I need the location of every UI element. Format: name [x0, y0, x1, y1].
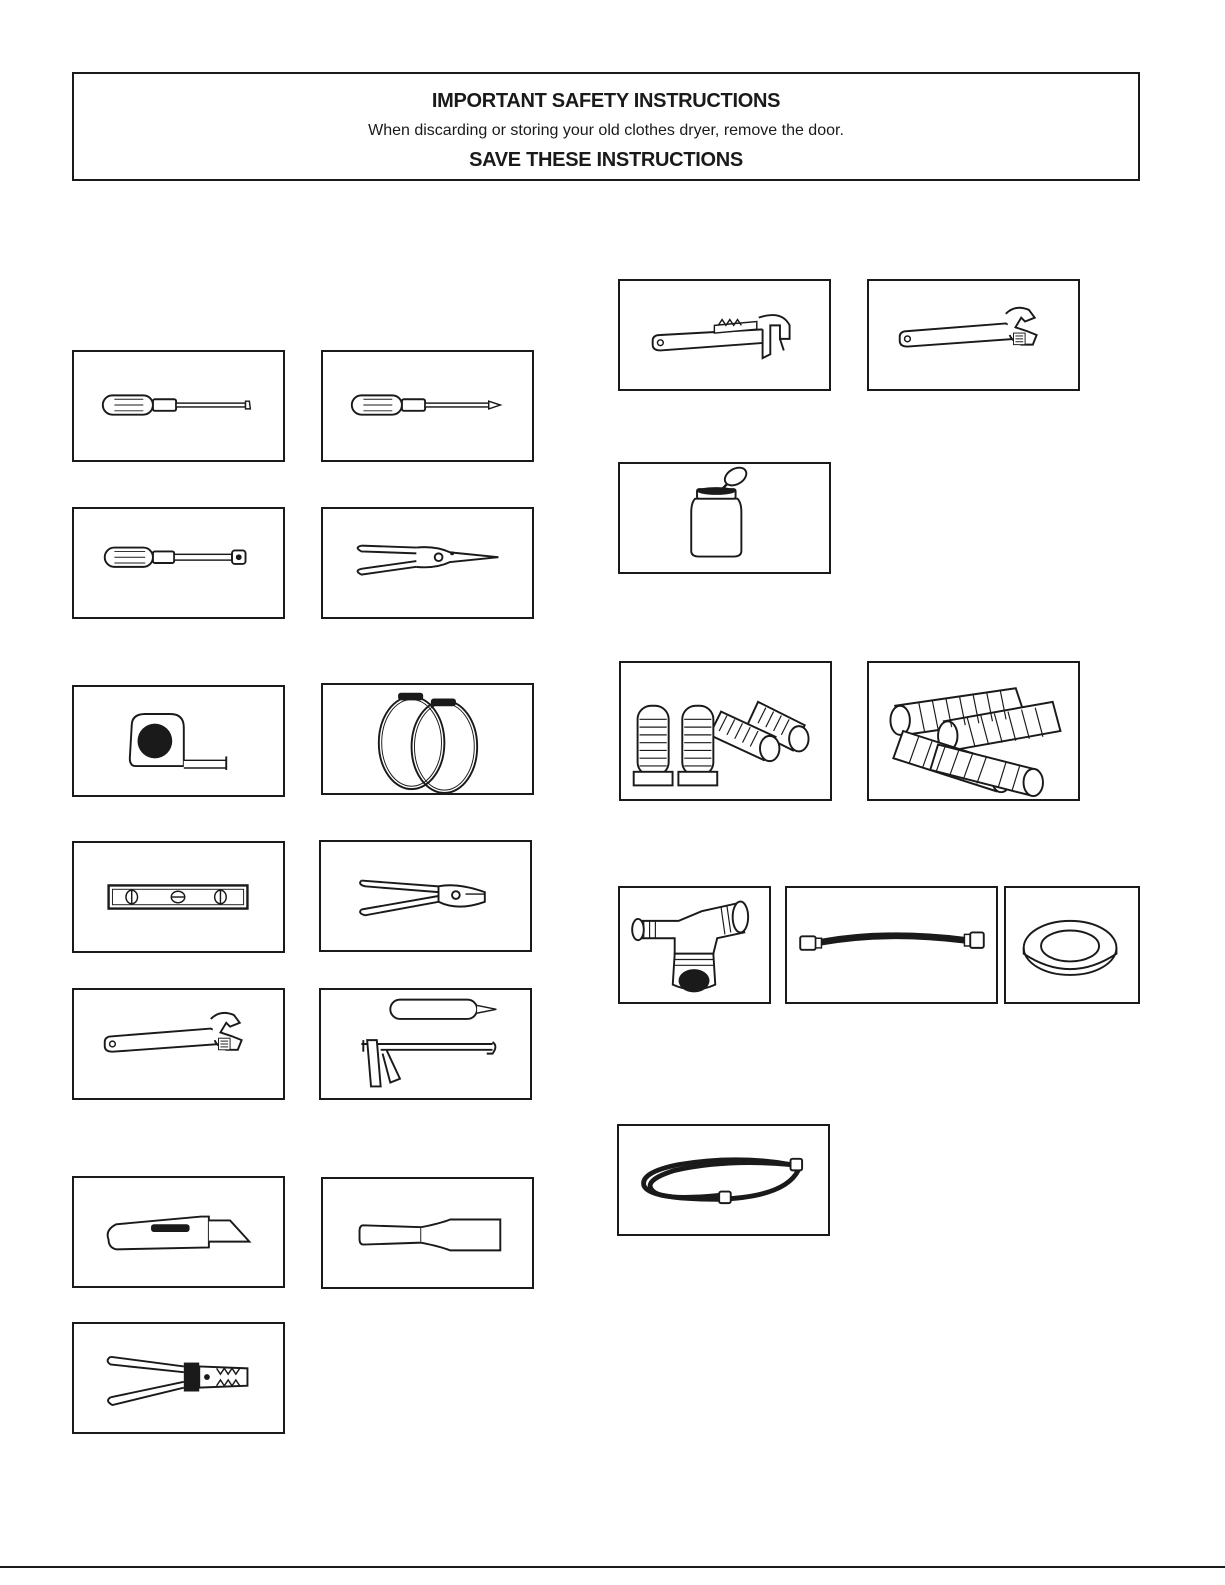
tool-box-pliers: [319, 840, 532, 952]
pliers-icon: [321, 842, 530, 950]
tool-box-putty-knife: [321, 1177, 534, 1289]
short-hose-icon: [787, 888, 996, 1002]
rubber-washer-icon: [1006, 888, 1138, 1002]
tool-box-adjustable-wrench-2: [867, 279, 1080, 391]
tool-box-phillips-screwdriver: [321, 350, 534, 462]
tin-snips-icon: [323, 509, 532, 617]
safety-title: IMPORTANT SAFETY INSTRUCTIONS: [431, 90, 781, 112]
tool-box-utility-knife: [72, 1176, 285, 1288]
tool-box-fill-hose: [617, 1124, 830, 1236]
safety-text: When discarding or storing your old clothes dryer, remove the door.: [368, 122, 844, 139]
tool-box-level: [72, 841, 285, 953]
tool-box-short-hose: [785, 886, 998, 1004]
tool-box-pipe-wrench: [618, 279, 831, 391]
save-instructions-text: SAVE THESE INSTRUCTIONS: [469, 149, 743, 171]
tool-box-pipe-joint-compound: [618, 462, 831, 574]
tool-box-flexible-vent-ducts: [867, 661, 1080, 801]
y-connector-icon: [620, 888, 769, 1002]
safety-instructions-box: [72, 72, 1140, 181]
tool-box-wire-stripper: [72, 1322, 285, 1434]
leveling-legs-icon: [621, 663, 830, 799]
adjustable-wrench-icon: [74, 990, 283, 1098]
tool-box-hose-clamps: [321, 683, 534, 795]
level-icon: [74, 843, 283, 951]
pipe-joint-compound-icon: [620, 464, 829, 572]
tool-box-caulking-gun: [319, 988, 532, 1100]
caulking-gun-icon: [321, 990, 530, 1098]
tool-box-leveling-legs: [619, 661, 832, 801]
wire-stripper-icon: [74, 1324, 283, 1432]
phillips-screwdriver-icon: [323, 352, 532, 460]
flat-blade-screwdriver-icon: [74, 352, 283, 460]
nut-driver-icon: [74, 509, 283, 617]
putty-knife-icon: [323, 1179, 532, 1287]
pipe-wrench-icon: [620, 281, 829, 389]
tool-box-nut-driver: [72, 507, 285, 619]
hose-clamps-icon: [323, 685, 532, 793]
tool-box-flat-screwdriver: [72, 350, 285, 462]
fill-hose-icon: [619, 1126, 828, 1234]
tool-box-tin-snips: [321, 507, 534, 619]
footer-rule: [0, 1566, 1225, 1568]
tool-box-rubber-washer: [1004, 886, 1140, 1004]
tape-measure-icon: [74, 687, 283, 795]
utility-knife-icon: [74, 1178, 283, 1286]
flexible-vent-ducts-icon: [869, 663, 1078, 799]
tool-box-y-connector: [618, 886, 771, 1004]
adjustable-wrench-icon: [869, 281, 1078, 389]
tool-box-tape-measure: [72, 685, 285, 797]
tool-box-adjustable-wrench: [72, 988, 285, 1100]
